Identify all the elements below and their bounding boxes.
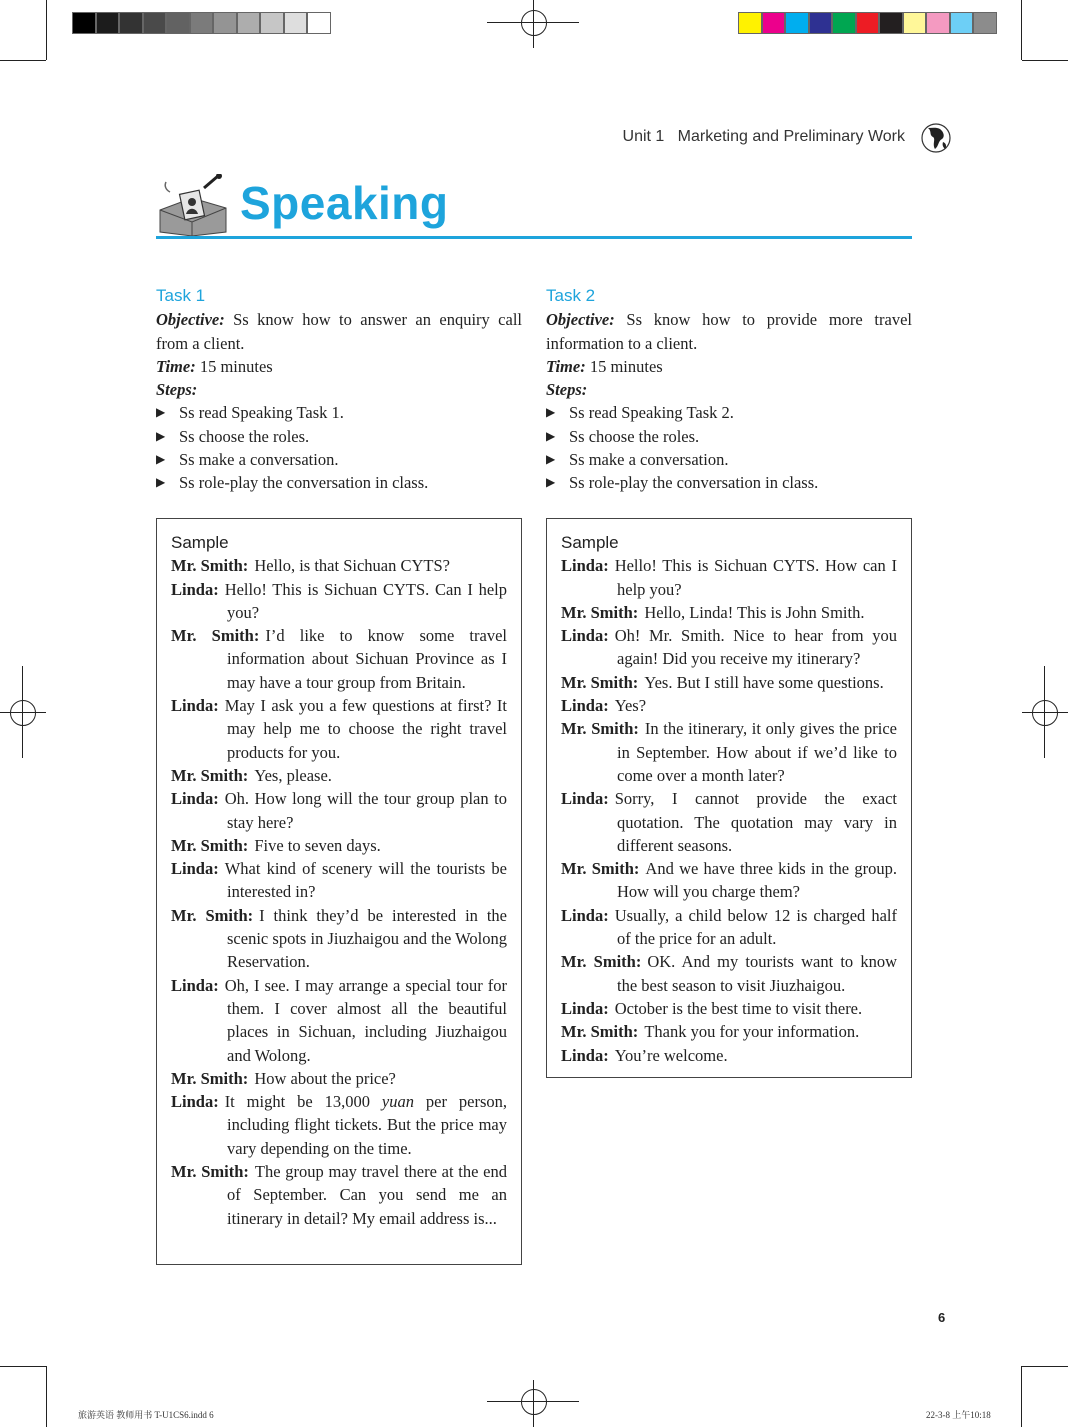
dialogue-line [561, 671, 897, 694]
speaker-name: Mr. Smith: [171, 1068, 249, 1088]
dialogue-line [561, 950, 897, 997]
dialogue-line [561, 1020, 897, 1043]
dialogue-line [171, 974, 507, 1067]
running-head [560, 128, 905, 146]
dialogue-line [171, 857, 507, 904]
bullet-triangle-icon: ▶ [546, 452, 556, 467]
speech-text: It might be 13,000 yuan per person, including flight tickets. But the price may vary depending on the time. [224, 1092, 508, 1158]
dialogue [171, 554, 507, 1230]
unit-title: Marketing and Preliminary Work [677, 128, 905, 145]
speaking-microphone-icon [156, 174, 230, 236]
sample-title: Sample [171, 533, 229, 552]
gray-swatch [307, 12, 331, 34]
speech-text: October is the best time to visit there. [614, 998, 863, 1018]
speaker-name: Linda: [561, 789, 609, 809]
dialogue-line [171, 1090, 507, 1160]
dialogue-line [171, 624, 507, 694]
speaker-name: Linda: [171, 696, 219, 716]
speech-text: Thank you for your information. [644, 1022, 860, 1042]
bullet-triangle-icon: ▶ [546, 405, 556, 420]
list-item: ▶ Ss role-play the conversation in class. [156, 471, 522, 494]
speech-text: I’d like to know some travel information about Sichuan Province as I may have a tour group from Britain. [227, 626, 507, 692]
speaker-name: Mr. Smith: [171, 835, 249, 855]
objective-text: Ss know how to provide more travel information to a client. [546, 310, 912, 353]
speech-text: Yes? [614, 696, 647, 716]
dialogue-line [561, 997, 897, 1020]
speaker-name: Linda: [561, 556, 609, 576]
bullet-triangle-icon: ▶ [156, 428, 166, 443]
speaker-name: Linda: [171, 1092, 219, 1112]
gray-swatch [96, 12, 120, 34]
speech-text: Five to seven days. [254, 835, 381, 855]
list-item: ▶ Ss make a conversation. [156, 448, 522, 471]
bullet-triangle-icon: ▶ [546, 475, 556, 490]
color-swatch [926, 12, 950, 34]
speech-text: In the itinerary, it only gives the price in September. How about if we’d like to come over a month later? [617, 719, 897, 785]
dialogue-line [171, 554, 507, 577]
color-swatch [856, 12, 880, 34]
gray-swatch [143, 12, 167, 34]
color-swatch [879, 12, 903, 34]
file-slug: 旅游英语 教师用书 T-U1CS6.indd 6 [78, 1410, 214, 1420]
speaker-name: Mr. Smith: [561, 672, 639, 692]
speech-text: How about the price? [254, 1068, 396, 1088]
dialogue-line [171, 1067, 507, 1090]
bullet-triangle-icon: ▶ [156, 405, 166, 420]
dialogue-line [171, 1160, 507, 1230]
gray-swatch [119, 12, 143, 34]
gray-swatch [237, 12, 261, 34]
color-swatch [785, 12, 809, 34]
speaker-name: Mr. Smith: [171, 626, 260, 646]
gray-swatch [72, 12, 96, 34]
speech-text: Yes. But I still have some questions. [644, 672, 884, 692]
dialogue-line [561, 1044, 897, 1067]
gray-swatch [284, 12, 308, 34]
speech-text: Oh! Mr. Smith. Nice to hear from you again! Did you receive my itinerary? [614, 626, 897, 669]
speaker-name: Linda: [171, 859, 219, 879]
speech-text: Yes, please. [254, 765, 332, 785]
speech-text: The group may travel there at the end of September. Can you send me an itinerary in detail? My email address is... [227, 1162, 508, 1228]
globe-icon [920, 122, 952, 154]
speaker-name: Mr. Smith: [171, 1162, 249, 1182]
sample-box-task-1 [156, 518, 522, 1265]
section-title: Speaking [240, 177, 449, 229]
unit-label: Unit 1 [622, 128, 665, 145]
speech-text: OK. And my tourists want to know the best season to visit Jiuzhaigou. [617, 952, 897, 995]
bullet-triangle-icon: ▶ [156, 475, 166, 490]
gray-swatch [166, 12, 190, 34]
speaker-name: Mr. Smith: [561, 602, 639, 622]
speech-text: Hello! This is Sichuan CYTS. Can I help you? [224, 579, 507, 622]
speaker-name: Mr. Smith: [561, 1022, 639, 1042]
objective-text: Ss know how to answer an enquiry call from a client. [156, 310, 522, 353]
objective-label: Objective: [156, 310, 225, 330]
speaker-name: Linda: [171, 975, 219, 995]
steps-label: Steps: [546, 380, 588, 400]
dialogue-line [561, 554, 897, 601]
color-swatch [738, 12, 762, 34]
speech-text: May I ask you a few questions at first? It may help me to choose the right travel products for you. [224, 696, 507, 762]
time [546, 355, 912, 378]
dialogue-line [171, 787, 507, 834]
speech-text: Hello, Linda! This is John Smith. [644, 602, 865, 622]
time-label: Time: [156, 356, 196, 376]
color-swatch [762, 12, 786, 34]
speech-text: What kind of scenery will the tourists be interested in? [224, 859, 507, 902]
dialogue-line [561, 717, 897, 787]
title-underline [156, 236, 912, 239]
speech-text: And we have three kids in the group. How will you charge them? [617, 859, 897, 902]
speech-text: Hello! This is Sichuan CYTS. How can I help you? [614, 556, 897, 599]
list-item: ▶ Ss choose the roles. [546, 425, 912, 448]
list-item: ▶ Ss choose the roles. [156, 425, 522, 448]
objective-label: Objective: [546, 310, 615, 330]
color-swatch [903, 12, 927, 34]
dialogue-line [171, 578, 507, 625]
color-swatch [950, 12, 974, 34]
dialogue-line [561, 624, 897, 671]
speaker-name: Mr. Smith: [561, 952, 642, 972]
dialogue-line [561, 694, 897, 717]
dialogue [561, 554, 897, 1067]
sample-box-task-2 [546, 518, 912, 1078]
time-label: Time: [546, 356, 586, 376]
speaker-name: Linda: [561, 998, 609, 1018]
dialogue-line [171, 834, 507, 857]
speaker-name: Linda: [561, 905, 609, 925]
list-item: ▶ Ss read Speaking Task 2. [546, 401, 912, 424]
task-1 [156, 284, 522, 495]
time [156, 355, 522, 378]
time-value: 15 minutes [589, 356, 663, 376]
page-number: 6 [938, 1310, 946, 1325]
speaker-name: Mr. Smith: [171, 905, 254, 925]
speaker-name: Linda: [561, 696, 609, 716]
task-2 [546, 284, 912, 495]
dialogue-line [171, 694, 507, 764]
dialogue-line [561, 904, 897, 951]
gray-swatch [260, 12, 284, 34]
task-heading: Task 2 [546, 286, 596, 305]
gray-swatch [213, 12, 237, 34]
list-item: ▶ Ss role-play the conversation in class. [546, 471, 912, 494]
objective [156, 308, 522, 355]
speaker-name: Linda: [171, 789, 219, 809]
speech-text: Usually, a child below 12 is charged half of the price for an adult. [614, 905, 897, 949]
speaker-name: Mr. Smith: [171, 765, 249, 785]
bullet-triangle-icon: ▶ [156, 452, 166, 467]
date-slug: 22-3-8 上午10:18 [926, 1410, 991, 1420]
list-item: ▶ Ss make a conversation. [546, 448, 912, 471]
sample-title: Sample [561, 533, 619, 552]
speaker-name: Linda: [561, 626, 609, 646]
bullet-triangle-icon: ▶ [546, 428, 556, 443]
speech-text: Oh. How long will the tour group plan to stay here? [224, 789, 507, 832]
dialogue-line [171, 764, 507, 787]
color-swatch [973, 12, 997, 34]
speaker-name: Mr. Smith: [561, 719, 639, 739]
dialogue-line [561, 857, 897, 904]
time-value: 15 minutes [199, 356, 273, 376]
speaker-name: Linda: [171, 579, 219, 599]
color-swatch [832, 12, 856, 34]
task-heading: Task 1 [156, 286, 206, 305]
speech-text: Sorry, I cannot provide the exact quotation. The quotation may vary in different seasons. [614, 789, 897, 855]
color-swatch [809, 12, 833, 34]
speech-text: I think they’d be interested in the scenic spots in Jiuzhaigou and the Wolong Reservation. [227, 905, 507, 972]
list-item: ▶ Ss read Speaking Task 1. [156, 401, 522, 424]
objective [546, 308, 912, 355]
gray-swatch [190, 12, 214, 34]
speaker-name: Mr. Smith: [171, 556, 249, 576]
dialogue-line [561, 601, 897, 624]
speech-text: Oh, I see. I may arrange a special tour for them. I cover almost all the beautiful places in Sichuan, including Jiuzhaigou and Wolong. [224, 975, 507, 1065]
dialogue-line [171, 904, 507, 974]
speech-text: You’re welcome. [614, 1045, 728, 1065]
steps-label: Steps: [156, 380, 198, 400]
dialogue-line [561, 787, 897, 857]
speech-text: Hello, is that Sichuan CYTS? [254, 556, 451, 576]
speaker-name: Linda: [561, 1045, 609, 1065]
speaker-name: Mr. Smith: [561, 859, 640, 879]
